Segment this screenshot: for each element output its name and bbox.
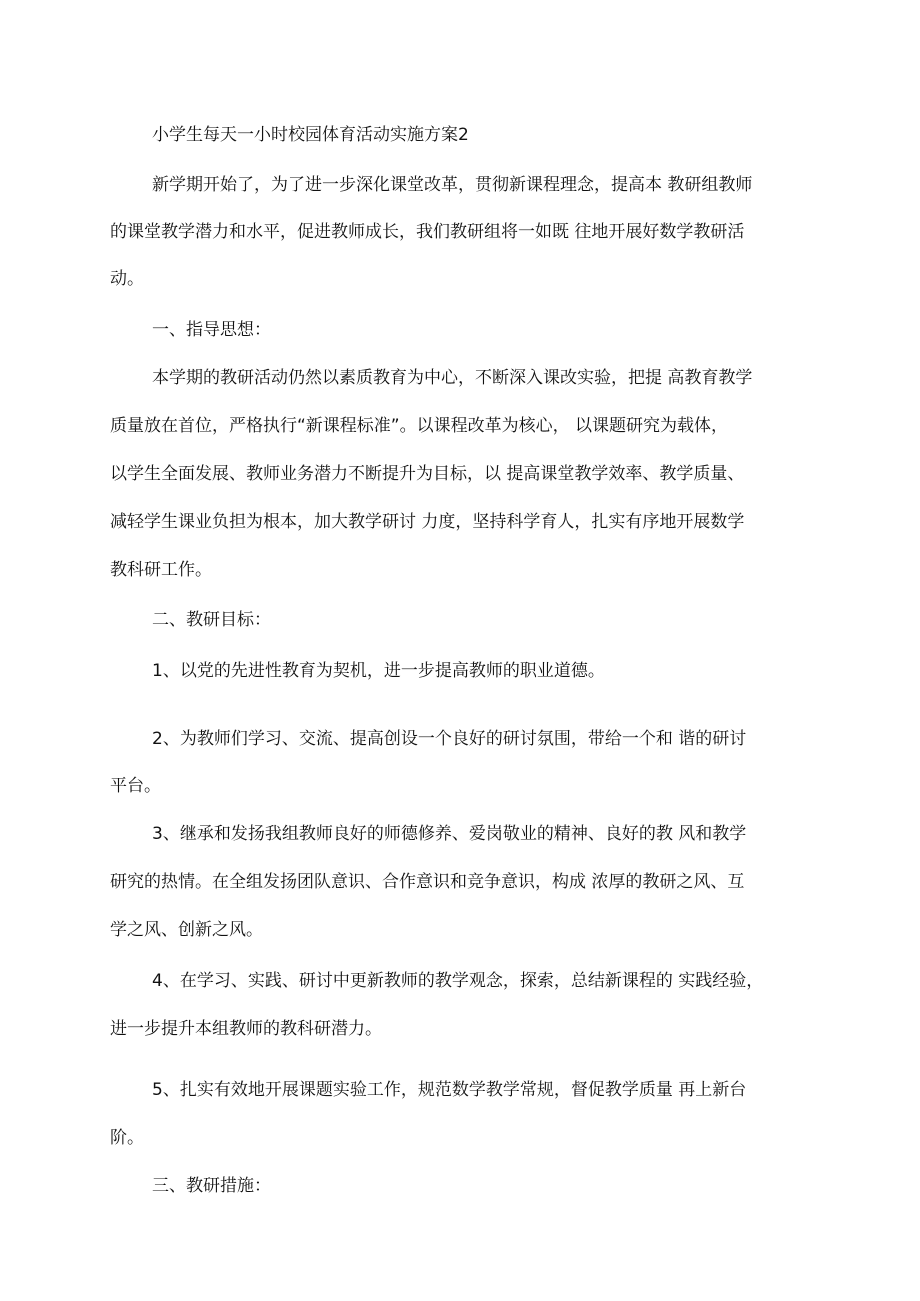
goal-3-line-2: 研究的热情。在全组发扬团队意识、合作意识和竞争意识，构成 浓厚的教研之风、互 <box>110 872 745 892</box>
section1-line-1: 本学期的教研活动仍然以素质教育为中心，不断深入课改实验，把提 高教育教学 <box>152 368 753 388</box>
document-title: 小学生每天一小时校园体育活动实施方案2 <box>152 125 469 145</box>
section1-line-4: 减轻学生课业负担为根本，加大教学研讨 力度，坚持科学育人，扎实有序地开展数学 <box>110 512 745 532</box>
intro-line-1: 新学期开始了，为了进一步深化课堂改革，贯彻新课程理念，提高本 教研组教师 <box>152 175 753 195</box>
goal-1-line-1: 1、以党的先进性教育为契机，进一步提高教师的职业道德。 <box>152 661 605 681</box>
goal-2-line-2: 平台。 <box>110 776 161 796</box>
goal-4-line-1: 4、在学习、实践、研讨中更新教师的教学观念，探索，总结新课程的 实践经验， <box>152 971 764 991</box>
section-heading-research-measures: 三、教研措施： <box>152 1176 271 1196</box>
intro-line-2: 的课堂教学潜力和水平，促进教师成长，我们教研组将一如既 往地开展好数学教研活 <box>110 222 745 242</box>
section1-line-5: 教科研工作。 <box>110 560 212 580</box>
section1-line-3: 以学生全面发展、教师业务潜力不断提升为目标，以 提高课堂教学效率、教学质量、 <box>110 464 745 484</box>
intro-line-3: 动。 <box>110 269 144 289</box>
section-heading-research-goals: 二、教研目标： <box>152 610 271 630</box>
goal-4-line-2: 进一步提升本组教师的教科研潜力。 <box>110 1019 382 1039</box>
section1-line-2: 质量放在首位，严格执行“新课程标准”。以课程改革为核心， 以课题研究为载体， <box>110 416 729 436</box>
goal-2-line-1: 2、为教师们学习、交流、提高创设一个良好的研讨氛围，带给一个和 谐的研讨 <box>152 729 747 749</box>
goal-3-line-1: 3、继承和发扬我组教师良好的师德修养、爱岗敬业的精神、良好的教 风和教学 <box>152 824 747 844</box>
goal-3-line-3: 学之风、创新之风。 <box>110 920 263 940</box>
goal-5-line-2: 阶。 <box>110 1128 144 1148</box>
section-heading-guiding-thought: 一、指导思想： <box>152 320 271 340</box>
goal-5-line-1: 5、扎实有效地开展课题实验工作，规范数学教学常规，督促教学质量 再上新台 <box>152 1080 747 1100</box>
